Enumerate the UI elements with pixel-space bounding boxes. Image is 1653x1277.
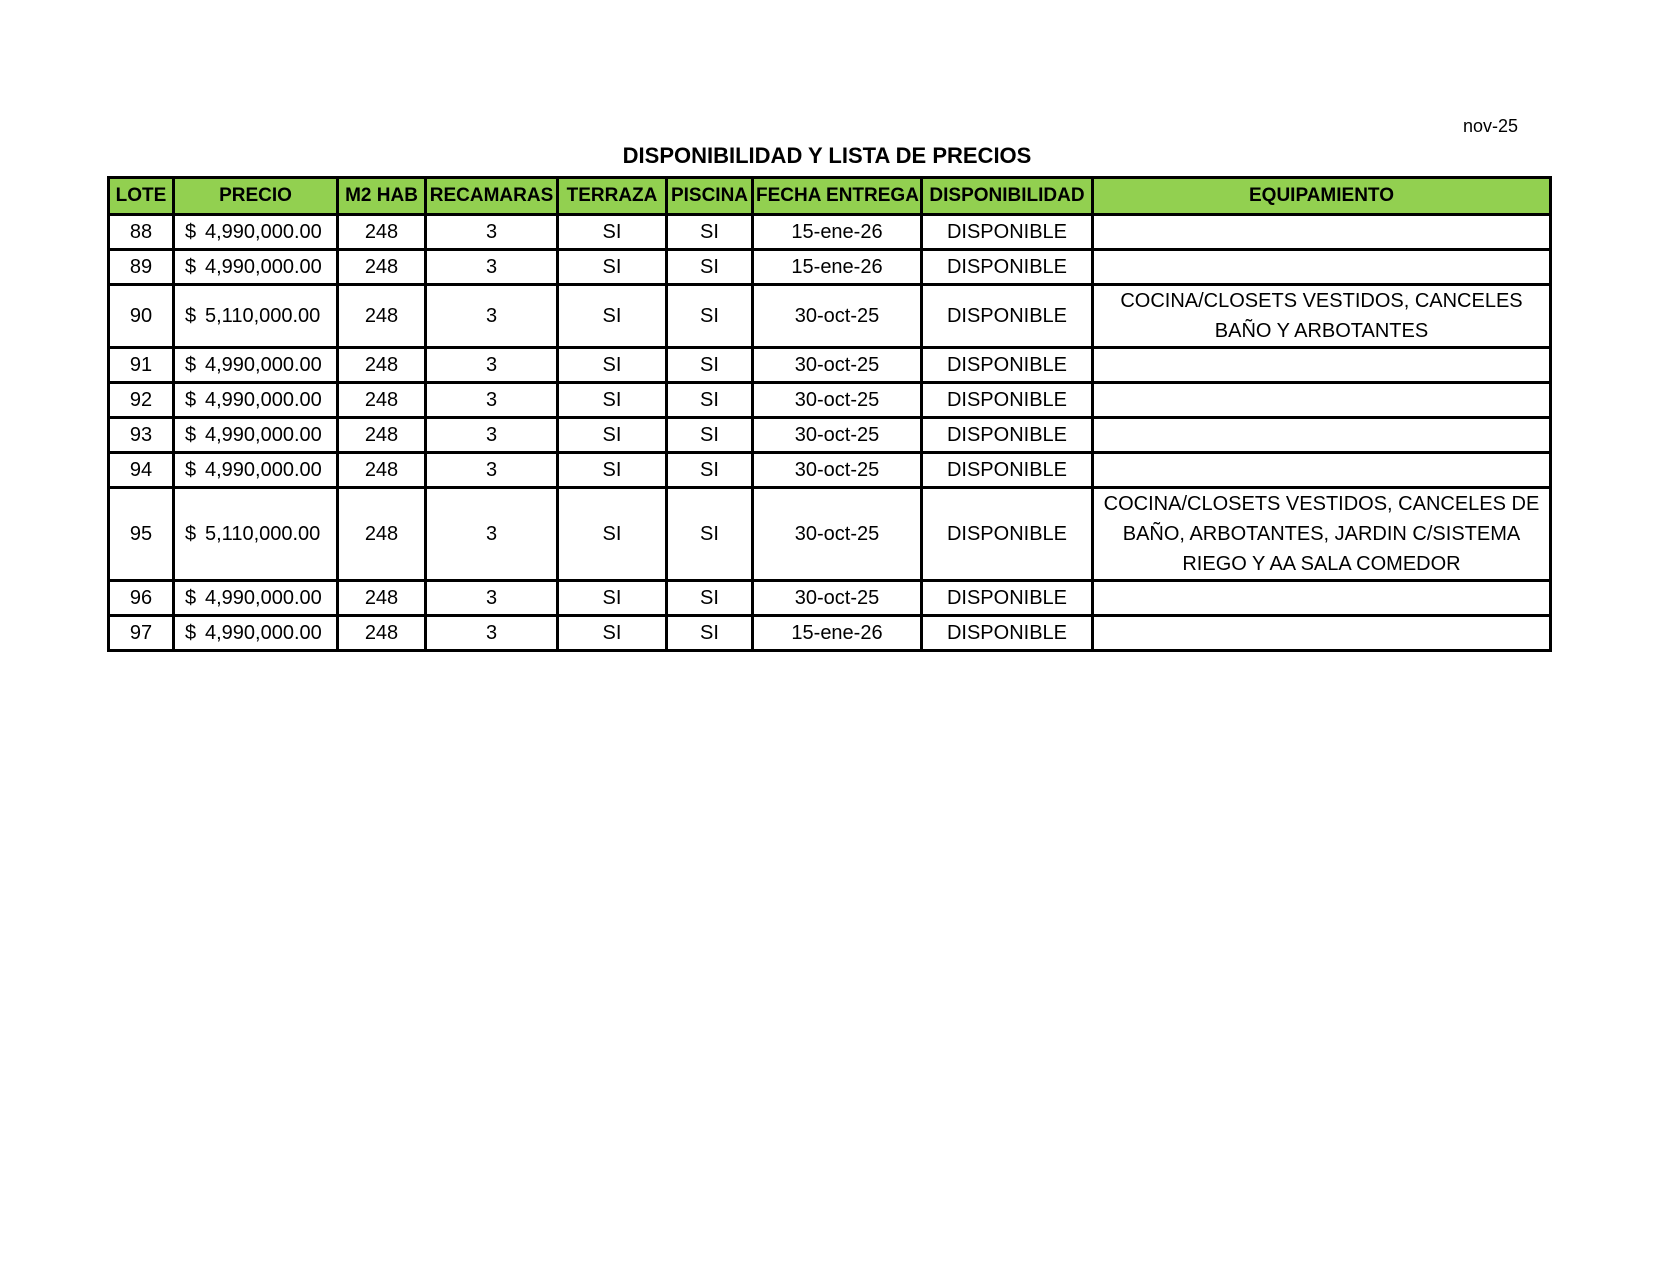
price-value: 4,990,000.00 xyxy=(205,256,322,278)
cell-recamaras: 3 xyxy=(426,453,558,488)
cell-disponibilidad: DISPONIBLE xyxy=(922,488,1093,581)
cell-recamaras: 3 xyxy=(426,616,558,651)
cell-terraza: SI xyxy=(558,488,667,581)
column-header-lote: LOTE xyxy=(109,178,174,215)
cell-piscina: SI xyxy=(667,250,753,285)
date-stamp: nov-25 xyxy=(1462,116,1518,136)
cell-equipamiento xyxy=(1093,250,1551,285)
column-header-recamaras: RECAMARAS xyxy=(426,178,558,215)
cell-piscina: SI xyxy=(667,418,753,453)
cell-precio xyxy=(174,215,338,250)
cell-equipamiento xyxy=(1093,453,1551,488)
cell-disponibilidad: DISPONIBLE xyxy=(922,453,1093,488)
cell-disponibilidad: DISPONIBLE xyxy=(922,250,1093,285)
cell-fecha-entrega: 30-oct-25 xyxy=(753,488,922,581)
price-value: 5,110,000.00 xyxy=(205,305,321,327)
cell-piscina: SI xyxy=(667,348,753,383)
cell-piscina: SI xyxy=(667,285,753,348)
cell-precio xyxy=(174,453,338,488)
cell-terraza: SI xyxy=(558,285,667,348)
currency-symbol: $ xyxy=(185,354,197,376)
cell-piscina: SI xyxy=(667,616,753,651)
table-row xyxy=(109,383,1551,418)
table-body xyxy=(109,215,1551,651)
currency-symbol: $ xyxy=(185,459,197,481)
cell-lote: 89 xyxy=(109,250,174,285)
price-value: 4,990,000.00 xyxy=(205,459,322,481)
cell-lote: 88 xyxy=(109,215,174,250)
price-value: 5,110,000.00 xyxy=(205,523,321,545)
cell-m2-hab: 248 xyxy=(338,581,426,616)
column-header-equipamiento: EQUIPAMIENTO xyxy=(1093,178,1551,215)
price-value: 4,990,000.00 xyxy=(205,622,322,644)
cell-terraza: SI xyxy=(558,383,667,418)
cell-disponibilidad: DISPONIBLE xyxy=(922,418,1093,453)
column-header-m2-hab: M2 HAB xyxy=(338,178,426,215)
cell-equipamiento xyxy=(1093,348,1551,383)
cell-lote: 95 xyxy=(109,488,174,581)
cell-recamaras: 3 xyxy=(426,581,558,616)
cell-equipamiento: COCINA/CLOSETS VESTIDOS, CANCELES BAÑO Y ARBOTANTES xyxy=(1093,285,1551,348)
cell-lote: 93 xyxy=(109,418,174,453)
cell-lote: 91 xyxy=(109,348,174,383)
cell-precio xyxy=(174,383,338,418)
cell-m2-hab: 248 xyxy=(338,215,426,250)
table-row xyxy=(109,616,1551,651)
currency-symbol: $ xyxy=(185,622,197,644)
cell-piscina: SI xyxy=(667,215,753,250)
cell-recamaras: 3 xyxy=(426,383,558,418)
cell-terraza: SI xyxy=(558,250,667,285)
price-value: 4,990,000.00 xyxy=(205,587,322,609)
cell-fecha-entrega: 30-oct-25 xyxy=(753,383,922,418)
cell-piscina: SI xyxy=(667,453,753,488)
cell-equipamiento xyxy=(1093,581,1551,616)
cell-disponibilidad: DISPONIBLE xyxy=(922,581,1093,616)
cell-fecha-entrega: 30-oct-25 xyxy=(753,285,922,348)
cell-fecha-entrega: 30-oct-25 xyxy=(753,418,922,453)
cell-equipamiento xyxy=(1093,215,1551,250)
cell-lote: 97 xyxy=(109,616,174,651)
cell-recamaras: 3 xyxy=(426,488,558,581)
cell-lote: 94 xyxy=(109,453,174,488)
cell-lote: 92 xyxy=(109,383,174,418)
cell-disponibilidad: DISPONIBLE xyxy=(922,215,1093,250)
table-row xyxy=(109,488,1551,581)
currency-symbol: $ xyxy=(185,424,197,446)
cell-piscina: SI xyxy=(667,383,753,418)
currency-symbol: $ xyxy=(185,587,197,609)
currency-symbol: $ xyxy=(185,305,197,327)
cell-disponibilidad: DISPONIBLE xyxy=(922,348,1093,383)
column-header-fecha-entrega: FECHA ENTREGA xyxy=(753,178,922,215)
cell-piscina: SI xyxy=(667,581,753,616)
cell-recamaras: 3 xyxy=(426,215,558,250)
table-row xyxy=(109,418,1551,453)
cell-fecha-entrega: 15-ene-26 xyxy=(753,616,922,651)
price-value: 4,990,000.00 xyxy=(205,424,322,446)
currency-symbol: $ xyxy=(185,389,197,411)
cell-m2-hab: 248 xyxy=(338,250,426,285)
price-value: 4,990,000.00 xyxy=(205,354,322,376)
cell-precio xyxy=(174,581,338,616)
table-row xyxy=(109,250,1551,285)
price-value: 4,990,000.00 xyxy=(205,389,322,411)
cell-disponibilidad: DISPONIBLE xyxy=(922,383,1093,418)
currency-symbol: $ xyxy=(185,221,197,243)
cell-recamaras: 3 xyxy=(426,348,558,383)
cell-terraza: SI xyxy=(558,348,667,383)
column-header-disponibilidad: DISPONIBILIDAD xyxy=(922,178,1093,215)
cell-precio xyxy=(174,616,338,651)
cell-precio xyxy=(174,488,338,581)
cell-precio xyxy=(174,250,338,285)
cell-m2-hab: 248 xyxy=(338,418,426,453)
cell-disponibilidad: DISPONIBLE xyxy=(922,285,1093,348)
table-row xyxy=(109,453,1551,488)
cell-recamaras: 3 xyxy=(426,418,558,453)
cell-precio xyxy=(174,418,338,453)
cell-recamaras: 3 xyxy=(426,285,558,348)
cell-equipamiento xyxy=(1093,616,1551,651)
cell-piscina: SI xyxy=(667,488,753,581)
cell-terraza: SI xyxy=(558,215,667,250)
cell-terraza: SI xyxy=(558,453,667,488)
page-title: DISPONIBILIDAD Y LISTA DE PRECIOS xyxy=(622,143,1032,168)
currency-symbol: $ xyxy=(185,256,197,278)
cell-fecha-entrega: 30-oct-25 xyxy=(753,348,922,383)
cell-terraza: SI xyxy=(558,616,667,651)
cell-equipamiento xyxy=(1093,383,1551,418)
cell-fecha-entrega: 15-ene-26 xyxy=(753,250,922,285)
cell-disponibilidad: DISPONIBLE xyxy=(922,616,1093,651)
cell-terraza: SI xyxy=(558,581,667,616)
cell-lote: 90 xyxy=(109,285,174,348)
cell-fecha-entrega: 15-ene-26 xyxy=(753,215,922,250)
cell-m2-hab: 248 xyxy=(338,616,426,651)
cell-equipamiento: COCINA/CLOSETS VESTIDOS, CANCELES DE BAÑO, ARBOTANTES, JARDIN C/SISTEMA RIEGO Y AA SALA COMEDOR xyxy=(1093,488,1551,581)
cell-precio xyxy=(174,348,338,383)
column-header-terraza: TERRAZA xyxy=(558,178,667,215)
cell-precio xyxy=(174,285,338,348)
table-row xyxy=(109,581,1551,616)
table-row xyxy=(109,215,1551,250)
price-value: 4,990,000.00 xyxy=(205,221,322,243)
table-row xyxy=(109,285,1551,348)
column-header-piscina: PISCINA xyxy=(667,178,753,215)
cell-m2-hab: 248 xyxy=(338,285,426,348)
cell-equipamiento xyxy=(1093,418,1551,453)
cell-m2-hab: 248 xyxy=(338,348,426,383)
cell-terraza: SI xyxy=(558,418,667,453)
cell-m2-hab: 248 xyxy=(338,383,426,418)
cell-recamaras: 3 xyxy=(426,250,558,285)
table-header-row xyxy=(109,178,1551,215)
table-row xyxy=(109,348,1551,383)
column-header-precio: PRECIO xyxy=(174,178,338,215)
price-table xyxy=(107,176,1552,652)
cell-lote: 96 xyxy=(109,581,174,616)
cell-fecha-entrega: 30-oct-25 xyxy=(753,581,922,616)
cell-fecha-entrega: 30-oct-25 xyxy=(753,453,922,488)
currency-symbol: $ xyxy=(185,523,197,545)
cell-m2-hab: 248 xyxy=(338,453,426,488)
cell-m2-hab: 248 xyxy=(338,488,426,581)
